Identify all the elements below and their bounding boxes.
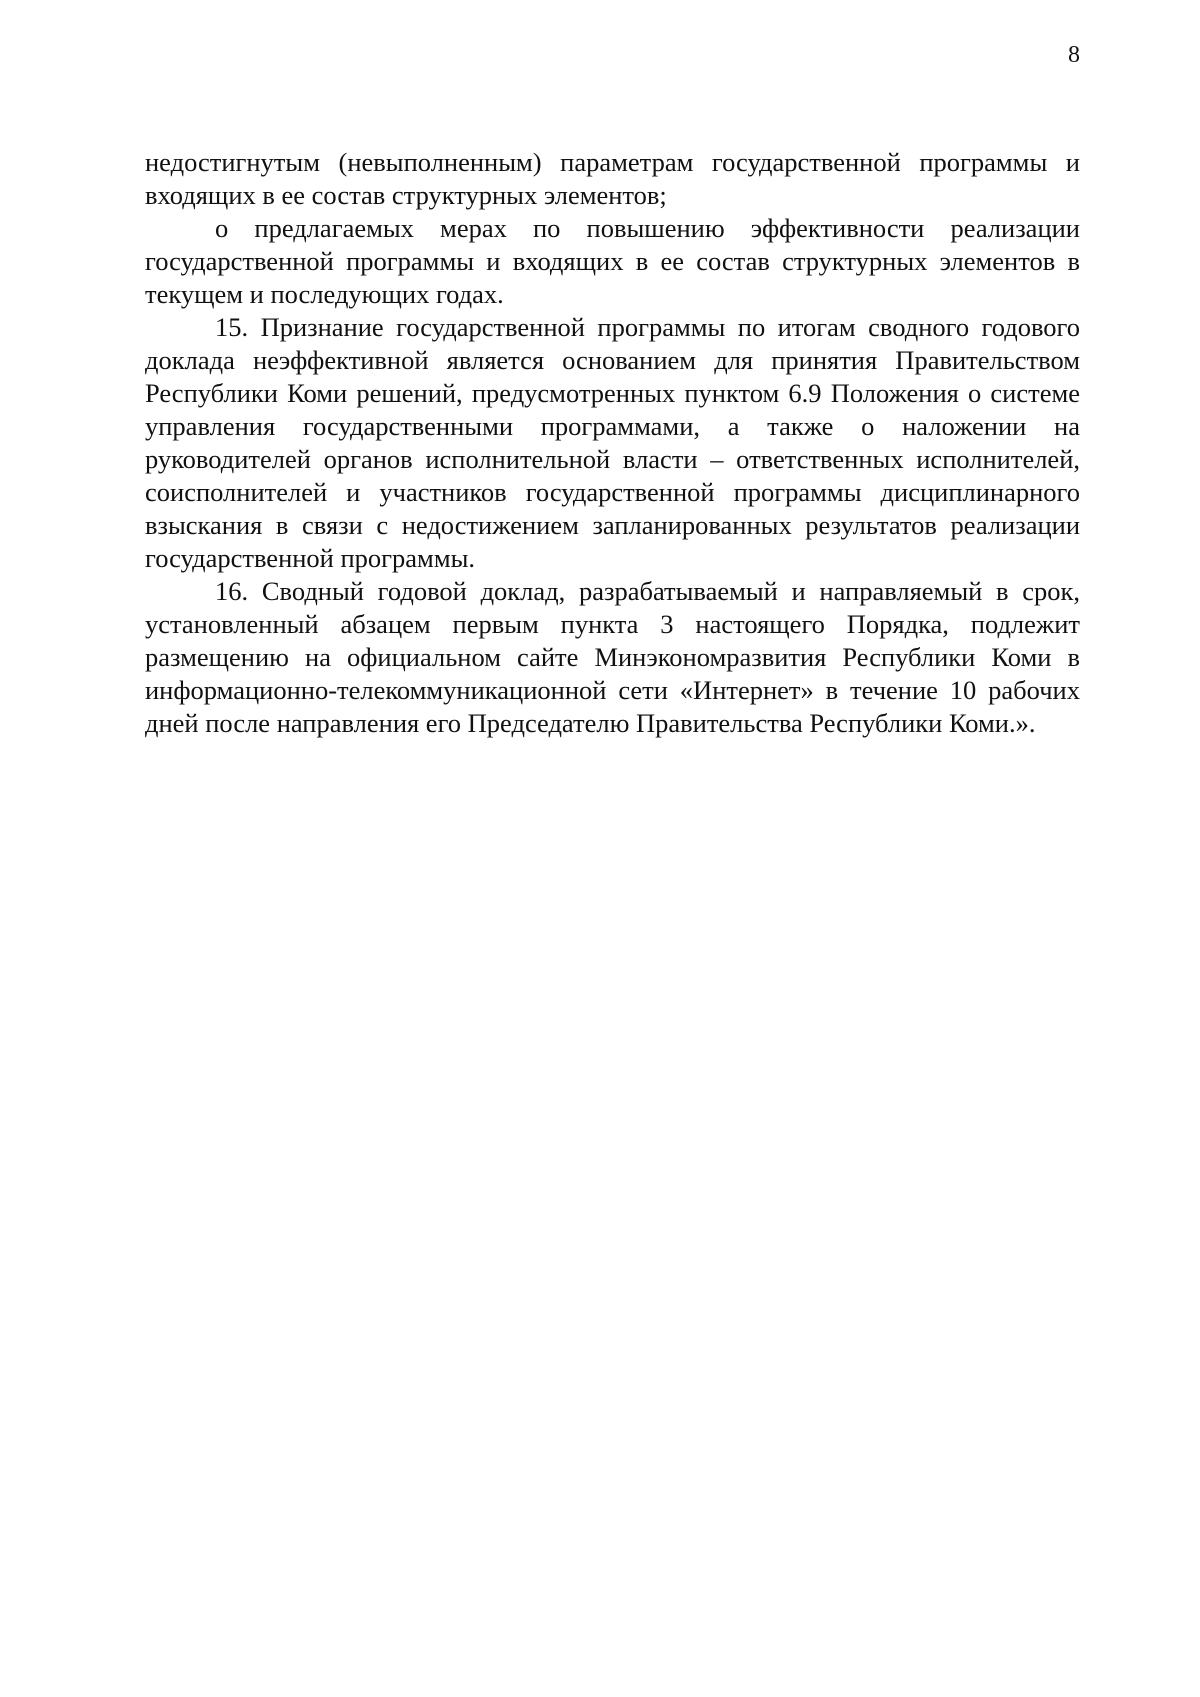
document-body [145,146,1080,740]
paragraph-continuation: недостигнутым (невыполненным) параметрам государственной программы и входящих в ее состав структурных элементов; [145,147,1080,210]
paragraph-proposed-measures: о предлагаемых мерах по повышению эффективности реализации государственной программы и входящих в ее состав структурных элементов в текущем и последующих годах. [145,213,1080,309]
page-number: 8 [1068,42,1080,68]
paragraph-item-16: 16. Сводный годовой доклад, разрабатываемый и направляемый в срок, установленный абзацем первым пункта 3 настоящего Порядка, подлежит размещению на официальном сайте Минэкономразвития Республики Коми в информационно-телекоммуникационной сети «Интернет» в течение 10 рабочих дней после направления его Председателю Правительства Республики Коми.». [145,576,1080,738]
paragraph-item-15: 15. Признание государственной программы по итогам сводного годового доклада неэффективной является основанием для принятия Правительством Республики Коми решений, предусмотренных пунктом 6.9 Положения о системе управления государственными программами, а также о наложении на руководителей органов исполнительной власти – ответственных исполнителей, соисполнителей и участников государственной программы дисциплинарного взыскания в связи с недостижением запланированных результатов реализации государственной программы. [145,312,1080,573]
